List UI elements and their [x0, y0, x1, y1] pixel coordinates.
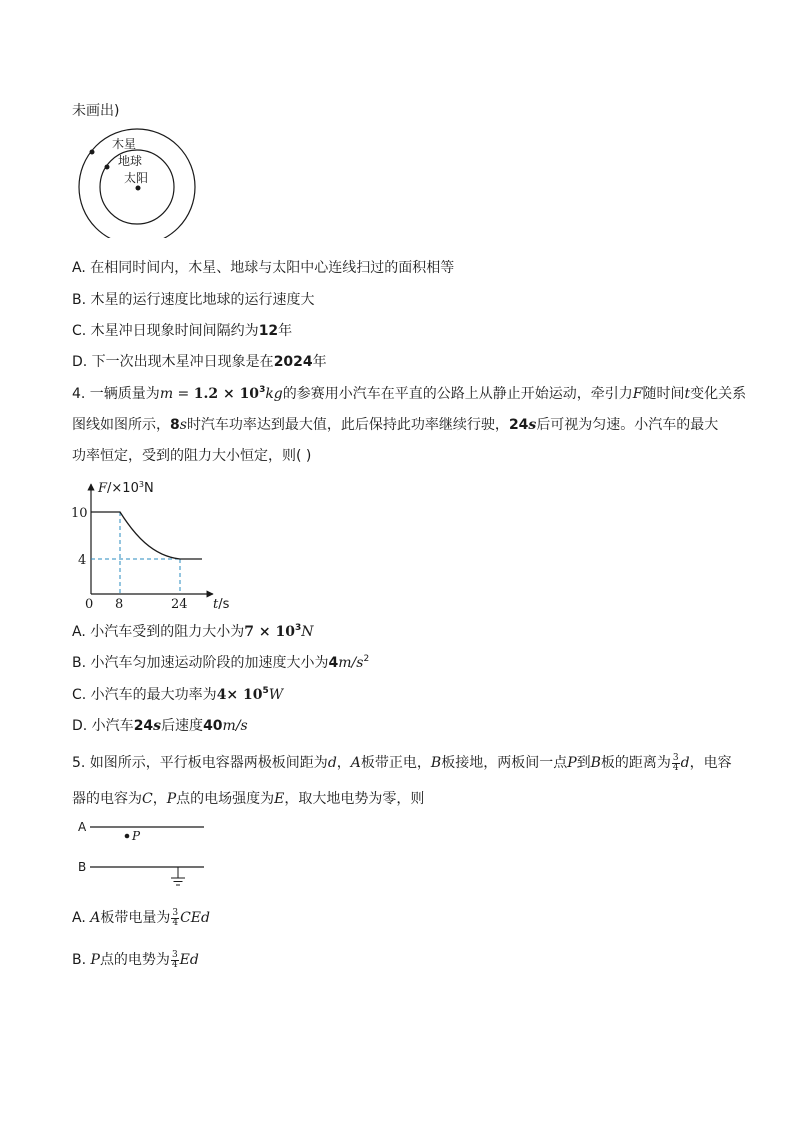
ground-icon [171, 867, 185, 885]
q4-stem-line1: 4. 一辆质量为$m = 1.2 \times 10^3kg$的参赛用小汽车在平直的公路上从静止开始运动，牵引力F随时间t变化关系 [72, 385, 747, 402]
orbit-figure [72, 128, 202, 238]
question-fragment: 未画出) [72, 103, 120, 119]
fraction-three-quarters: $\frac{3}{4}$ [171, 949, 178, 970]
q4-stem-line2: 图线如图所示，8s时汽车功率达到最大值，此后保持此功率继续行驶，24s后可视为匀速。小汽车的最大 [72, 417, 719, 433]
point-p-label: P [132, 829, 141, 843]
q3-option-d: D. 下一次出现木星冲日现象是在2024年 [72, 354, 327, 370]
ytick-4: 4 [78, 553, 87, 568]
q4-stem-line3: 功率恒定，受到的阻力大小恒定，则( ) [72, 448, 312, 464]
force-time-graph [66, 476, 246, 616]
xtick-8: 8 [115, 597, 124, 612]
earth-dot [105, 165, 110, 170]
q3-option-a: A. 在相同时间内，木星、地球与太阳中心连线扫过的面积相等 [72, 260, 455, 276]
x-axis-label: t/s [213, 597, 230, 612]
plate-a-label: A [78, 820, 87, 834]
q4-option-b: B. 小汽车匀加速运动阶段的加速度大小为$4m/s^2$ [72, 654, 370, 671]
ytick-10: 10 [71, 506, 88, 521]
q4-option-a: A. 小汽车受到的阻力大小为$7 \times 10^3N$ [72, 623, 314, 640]
fraction-three-quarters: $\frac{3}{4}$ [172, 907, 179, 928]
xtick-24: 24 [171, 597, 188, 612]
sun-dot [136, 186, 141, 191]
q4-option-d: D. 小汽车24s后速度40m/s [72, 718, 248, 734]
fraction-three-quarters: $\frac{3}{4}$ [672, 752, 679, 773]
xtick-0: 0 [85, 597, 94, 612]
point-p-dot [125, 834, 130, 839]
q3-option-c: C. 木星冲日现象时间间隔约为12年 [72, 323, 293, 339]
y-axis-label: $F/\times 10^3N$ [98, 480, 154, 496]
jupiter-label: 木星 [112, 137, 137, 151]
jupiter-dot [90, 150, 95, 155]
q5-stem-line2: 器的电容为C，P点的电场强度为E，取大地电势为零，则 [72, 791, 425, 807]
earth-label: 地球 [118, 154, 143, 168]
sun-label: 太阳 [124, 171, 149, 185]
q3-option-b: B. 木星的运行速度比地球的运行速度大 [72, 292, 315, 308]
q4-option-c: C. 小汽车的最大功率为$4\times 10^5W$ [72, 686, 284, 703]
plate-b-label: B [78, 860, 87, 874]
capacitor-figure [72, 817, 212, 892]
force-curve [91, 512, 202, 559]
q5-option-b: B. P点的电势为 $\frac{3}{4}$ Ed [72, 949, 199, 970]
q5-option-a: A. A板带电量为 $\frac{3}{4}$ CEd [72, 907, 210, 928]
q5-stem-line1: 5. 如图所示，平行板电容器两极板间距为d，A板带正电，B板接地，两板间一点P到B板的距离为 $\frac{3}{4}$ d，电容 [72, 752, 732, 773]
